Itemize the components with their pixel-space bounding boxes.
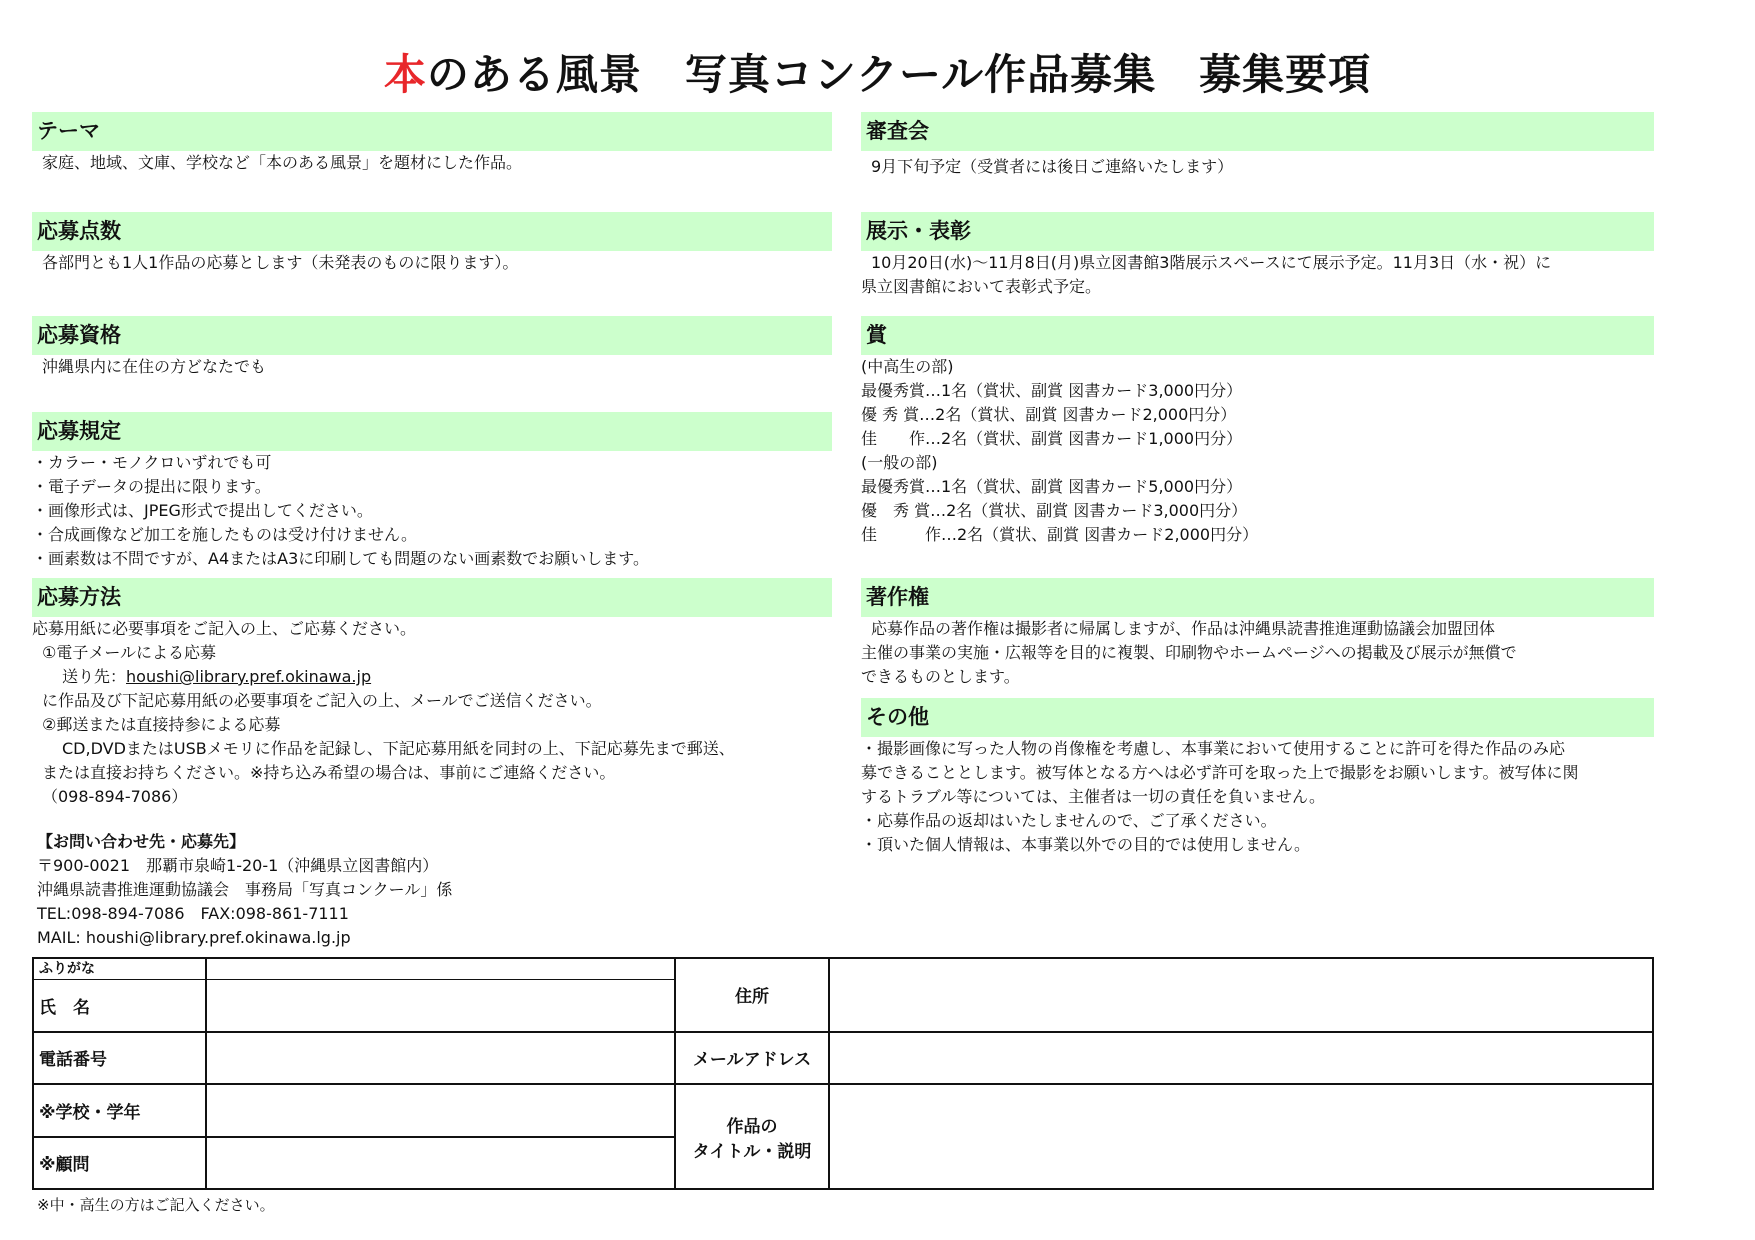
body-line: 9月下旬予定（受賞者には後日ご連絡いたします） [871, 157, 1234, 176]
body-line: するトラブル等については、主催者は一切の責任を負いません。 [861, 787, 1326, 806]
recipient-label: 送り先： [62, 667, 127, 686]
phone-label: 電話番号 [33, 1032, 206, 1084]
section-heading: その他 [861, 698, 1654, 737]
section-heading: 賞 [861, 316, 1654, 355]
furigana-label: ふりがな [33, 958, 206, 980]
body-line: に作品及び下記応募用紙の必要事項をご記入の上、メールでご送信ください。 [42, 691, 602, 710]
email-input[interactable] [829, 1032, 1653, 1084]
work-title-input[interactable] [829, 1084, 1653, 1189]
body-line: ・撮影画像に写った人物の肖像権を考慮し、本事業において使用することに許可を得た作品のみ応 [861, 739, 1566, 758]
email-link[interactable]: houshi@library.pref.okinawa.jp [126, 667, 372, 686]
form-note: ※中・高生の方はご記入ください。 [37, 1196, 275, 1214]
award-line: (一般の部) [861, 453, 938, 472]
body-line: 応募用紙に必要事項をご記入の上、ご応募ください。 [32, 619, 417, 638]
body-line: ・電子データの提出に限ります。 [32, 477, 271, 496]
award-line: 最優秀賞…1名（賞状、副賞 図書カード5,000円分） [861, 477, 1243, 496]
body-line: 家庭、地域、文庫、学校など「本のある風景」を題材にした作品。 [42, 153, 523, 172]
contact-title: 【お問い合わせ先・応募先】 [37, 832, 246, 851]
email-label: メールアドレス [675, 1032, 829, 1084]
work-title-label [675, 1084, 829, 1189]
body-line: 10月20日(水)～11月8日(月)県立図書館3階展示スペースにて展示予定。11月3日（水・祝）に [871, 253, 1552, 272]
contact-mail[interactable]: MAIL: houshi@library.pref.okinawa.lg.jp [37, 928, 351, 947]
section-heading: 応募規定 [32, 412, 832, 451]
page-title [0, 42, 1755, 102]
section-theme [32, 112, 832, 175]
work-label-line: タイトル・説明 [692, 1141, 812, 1162]
award-line: 優 秀 賞…2名（賞状、副賞 図書カード2,000円分） [861, 405, 1237, 424]
advisor-input[interactable] [206, 1137, 675, 1189]
body-line: ・画像形式は、JPEG形式で提出してください。 [32, 501, 373, 520]
work-label-line: 作品の [726, 1116, 778, 1137]
body-line: ②郵送または直接持参による応募 [42, 715, 281, 734]
address-label: 住所 [675, 958, 829, 1032]
award-line: 最優秀賞…1名（賞状、副賞 図書カード3,000円分） [861, 381, 1243, 400]
school-input[interactable] [206, 1084, 675, 1136]
advisor-label: ※顧問 [33, 1137, 206, 1189]
body-line: ・頂いた個人情報は、本事業以外での目的では使用しません。 [861, 835, 1310, 854]
body-line: ・合成画像など加工を施したものは受け付けません。 [32, 525, 417, 544]
recipient-line [32, 665, 832, 689]
section-heading: 著作権 [861, 578, 1654, 617]
section-heading: 展示・表彰 [861, 212, 1654, 251]
application-form [32, 957, 1654, 1190]
body-line: ①電子メールによる応募 [42, 643, 217, 662]
section-count [32, 212, 832, 275]
furigana-input[interactable] [206, 958, 675, 980]
name-input[interactable] [206, 980, 675, 1032]
body-line: 県立図書館において表彰式予定。 [861, 277, 1102, 296]
body-line: ・画素数は不問ですが、A4またはA3に印刷しても問題のない画素数でお願いします。 [32, 549, 649, 568]
award-line: (中高生の部) [861, 357, 954, 376]
name-label: 氏 名 [33, 980, 206, 1032]
section-heading: テーマ [32, 112, 832, 151]
contact-address: 〒900-0021 那覇市泉崎1-20-1（沖縄県立図書館内） [37, 856, 439, 875]
body-line: CD,DVDまたはUSBメモリに作品を記録し、下記応募用紙を同封の上、下記応募先まで郵送、 [62, 739, 735, 758]
contact-block [37, 830, 452, 950]
title-text: のある風景 写真コンクール作品募集 募集要項 [426, 50, 1372, 99]
body-line: （098-894-7086） [42, 787, 188, 806]
title-accent: 本 [383, 50, 427, 99]
body-line: 募できることとします。被写体となる方へは必ず許可を取った上で撮影をお願いします。被写体に関 [861, 763, 1579, 782]
body-line: 沖縄県内に在住の方どなたでも [42, 357, 267, 376]
body-line: 応募作品の著作権は撮影者に帰属しますが、作品は沖縄県読書推進運動協議会加盟団体 [871, 619, 1496, 638]
section-heading: 審査会 [861, 112, 1654, 151]
award-line: 佳 作…2名（賞状、副賞 図書カード2,000円分） [861, 525, 1259, 544]
award-line: 優 秀 賞…2名（賞状、副賞 図書カード3,000円分） [861, 501, 1248, 520]
section-other [861, 698, 1654, 857]
body-line: 主催の事業の実施・広報等を目的に複製、印刷物やホームページへの掲載及び展示が無償で [861, 643, 1517, 662]
section-method [32, 578, 832, 809]
section-heading: 応募資格 [32, 316, 832, 355]
school-label: ※学校・学年 [33, 1084, 206, 1136]
section-heading: 応募点数 [32, 212, 832, 251]
section-awards [861, 316, 1654, 547]
body-line: できるものとします。 [861, 667, 1020, 686]
contact-org: 沖縄県読書推進運動協議会 事務局「写真コンクール」係 [37, 880, 453, 899]
body-line: または直接お持ちください。※持ち込み希望の場合は、事前にご連絡ください。 [42, 763, 616, 782]
section-copyright [861, 578, 1654, 689]
body-line: ・カラー・モノクロいずれでも可 [32, 453, 272, 472]
contact-tel: TEL:098-894-7086 FAX:098-861-7111 [37, 904, 349, 923]
address-input[interactable] [829, 958, 1653, 1032]
section-heading: 応募方法 [32, 578, 832, 617]
phone-input[interactable] [206, 1032, 675, 1084]
section-eligibility [32, 316, 832, 379]
section-exhibition [861, 212, 1654, 299]
body-line: ・応募作品の返却はいたしませんので、ご了承ください。 [861, 811, 1277, 830]
body-line: 各部門とも1人1作品の応募とします（未発表のものに限ります）。 [42, 253, 519, 272]
section-rules [32, 412, 832, 571]
section-judging [861, 112, 1654, 179]
award-line: 佳 作…2名（賞状、副賞 図書カード1,000円分） [861, 429, 1243, 448]
